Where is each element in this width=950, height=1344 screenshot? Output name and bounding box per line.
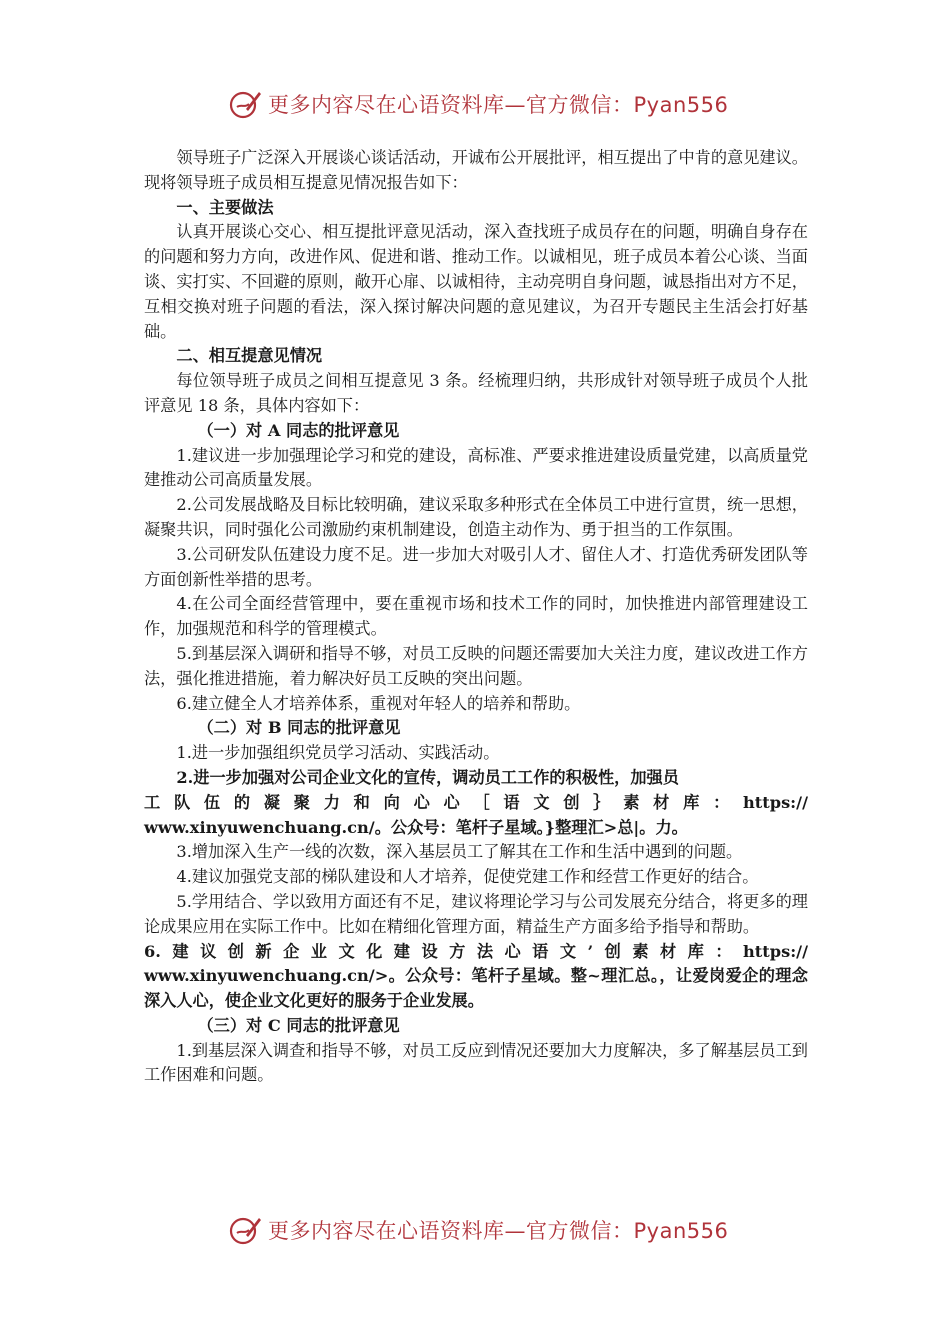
group-a-item-4: 4.在公司全面经营管理中，要在重视市场和技术工作的同时，加快推进内部管理建设工作，加强规范和科学的管理模式。 [144,594,808,639]
pen-circle-logo-icon [228,87,262,121]
group-b-item-2-line-2: 工队伍的凝聚力和向心心［语文创｝素材库：https:// [144,792,808,812]
group-a-item-6: 6.建立健全人才培养体系，重视对年轻人的培养和帮助。 [176,693,581,713]
header-banner [228,86,748,122]
group-b-item-2-line-3: www.xinyuwenchuang.cn/。公众号：笔杆子星域。}整理汇>总|。力。 [144,817,688,837]
group-b-item-5: 5.学用结合、学以致用方面还有不足，建议将理论学习与公司发展充分结合，将更多的理论成果应用在实际工作中。比如在精细化管理方面，精益生产方面多给予指导和帮助。 [144,891,808,936]
section1-heading: 一、主要做法 [176,197,274,217]
group-b-item-3: 3.增加深入生产一线的次数，深入基层员工了解其在工作和生活中遇到的问题。 [176,842,743,862]
group-a-item-2: 2.公司发展战略及目标比较明确，建议采取多种形式在全体员工中进行宣贯，统一思想，凝聚共识，同时强化公司激励约束机制建设，创造主动作为、勇于担当的工作氛围。 [144,495,808,539]
pen-circle-logo-icon [228,1213,262,1247]
section2-paragraph: 每位领导班子成员之间相互提意见 3 条。经梳理归纳，共形成针对领导班子成员个人批评意见 18 条，具体内容如下： [144,371,808,415]
group-a-item-5: 5.到基层深入调研和指导不够，对员工反映的问题还需要加大关注力度，建议改进工作方法，强化推进措施，着力解决好员工反映的突出问题。 [144,643,808,688]
header-banner-text: 更多内容尽在心语资料库—官方微信：Pyan556 [268,93,729,117]
group-a-heading: （一）对 A 同志的批评意见 [197,420,400,440]
group-b-item-1: 1.进一步加强组织党员学习活动、实践活动。 [176,743,500,763]
group-b-item-4: 4.建议加强党支部的梯队建设和人才培养，促使党建工作和经营工作更好的结合。 [176,867,759,887]
intro-paragraph: 领导班子广泛深入开展谈心谈话活动，开诚布公开展批评，相互提出了中肯的意见建议。现将领导班子成员相互提意见情况报告如下： [144,148,808,192]
group-a-item-3: 3.公司研发队伍建设力度不足。进一步加大对吸引人才、留住人才、打造优秀研发团队等方面创新性举措的思考。 [144,544,808,589]
group-b-heading: （二）对 B 同志的批评意见 [197,718,401,738]
group-a-item-1: 1.建议进一步加强理论学习和党的建设，高标准、严要求推进建设质量党建，以高质量党建推动公司高质量发展。 [144,445,808,490]
document-body [144,146,808,1088]
group-b-item-2-line-1: 2.进一步加强对公司企业文化的宣传，调动员工工作的积极性，加强员 [176,767,679,787]
group-b-item-6-line-1: 6.建议创新企业文化建设方法心语文’创素材库：https:// [144,941,808,961]
footer-banner-text: 更多内容尽在心语资料库—官方微信：Pyan556 [268,1219,729,1243]
footer-banner [228,1212,748,1248]
section1-paragraph: 认真开展谈心交心、相互提批评意见活动，深入查找班子成员存在的问题，明确自身存在的问题和努力方向，改进作风、促进和谐、推动工作。以诚相见，班子成员本着公心谈、当面谈、实打实、不回避的原则，敞开心扉、以诚相待，主动亮明自身问题，诚恳指出对方不足，互相交换对班子问题的看法，深入探讨解决问题的意见建议，为召开专题民主生活会打好基础。 [144,222,808,341]
group-c-item-1: 1.到基层深入调查和指导不够，对员工反应到情况还要加大力度解决，多了解基层员工到工作困难和问题。 [144,1040,808,1085]
group-b-item-6-line-2: www.xinyuwenchuang.cn/>。公众号：笔杆子星域。整~理汇总。，让爱岗爱企的理念深入人心，使企业文化更好的服务于企业发展。 [144,966,808,1011]
section2-heading: 二、相互提意见情况 [176,346,323,366]
group-c-heading: （三）对 C 同志的批评意见 [197,1015,400,1035]
